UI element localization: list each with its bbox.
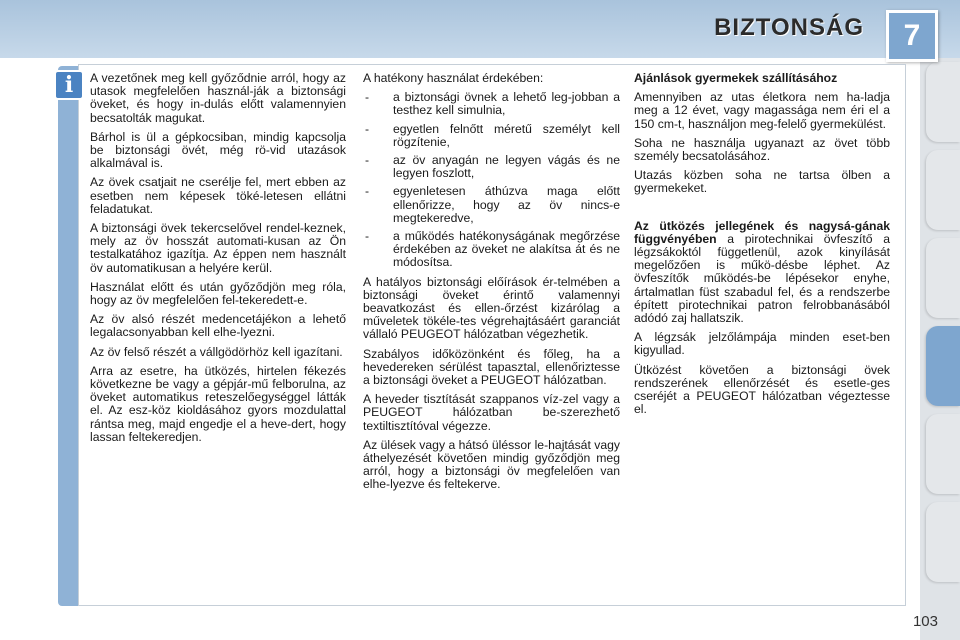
usage-list bbox=[363, 91, 620, 269]
list-item: - a biztonsági övnek a lehető leg-jobban a testhez kell simulnia, bbox=[363, 91, 620, 117]
page-number: 103 bbox=[912, 613, 938, 630]
paragraph: Az öv alsó részét medencetájékon a lehető legalacsonyabban kell elhe-lyezni. bbox=[90, 312, 346, 340]
paragraph: Bárhol is ül a gépkocsiban, mindig kapcsolja be biztonsági övét, még rö-vid utazások alkalmával is. bbox=[90, 129, 346, 171]
chapter-tab[interactable] bbox=[926, 238, 960, 318]
section-heading: Ajánlások gyermekek szállításához bbox=[634, 71, 838, 85]
info-icon: i bbox=[54, 70, 84, 100]
paragraph: Az övek csatjait ne cserélje fel, mert ebben az esetben nem képesek töké-letesen ellátni feladatukat. bbox=[90, 175, 346, 216]
info-strip bbox=[58, 66, 78, 606]
chapter-title: BIZTONSÁG bbox=[714, 14, 864, 41]
paragraph: A heveder tisztítását szappanos víz-zel vagy a PEUGEOT hálózatban be-szerezhető textiltisztítóval végezze. bbox=[363, 392, 620, 433]
paragraph: A hatályos biztonsági előírások ér-telmében a biztonsági öveket érintő valamennyi beavatkozást és ellen-őrzést kizárólag a műveletek tökéle-tes végrehajtásáért garanciát vállaló PEUGEOT hálózatban végezhetik. bbox=[363, 274, 620, 342]
list-item: - egyetlen felnőtt méretű személyt kell rögzítenie, bbox=[363, 123, 620, 149]
paragraph: A légzsák jelzőlámpája minden eset-ben kigyullad. bbox=[634, 330, 890, 358]
bold-lead: Az ütközés jellegének és nagysá-gának függvényében bbox=[634, 218, 890, 246]
paragraph: A biztonsági övek tekercselővel rendel-keznek, mely az öv hosszát automati-kusan az Ön testalkatához igazítja. Az éppen nem használt öv automatikusan a helyére kerül. bbox=[90, 221, 346, 275]
column-3 bbox=[634, 72, 890, 422]
chapter-number-badge: 7 bbox=[886, 10, 938, 62]
paragraph: Az öv felső részét a vállgödörhöz kell igazítani. bbox=[90, 344, 343, 359]
chapter-tab[interactable] bbox=[926, 414, 960, 494]
column-2 bbox=[363, 72, 620, 498]
pretensioner-paragraph bbox=[634, 220, 890, 326]
paragraph: Arra az esetre, ha ütközés, hirtelen fékezés következne be vagy a gépjár-mű felborulna, az öveket automatikus reteszelőegységgel látták el. Az esz-köz kioldásához gyors mozdulattal rántsa meg, majd engedje el a heve-dert, hogy lassan feltekeredjen. bbox=[90, 363, 346, 444]
paragraph: Amennyiben az utas életkora nem ha-ladja meg a 12 évet, vagy magassága nem éri el a 150 cm-t, használjon meg-felelő gyermekülést. bbox=[634, 90, 890, 131]
paragraph: A vezetőnek meg kell győződnie arról, hogy az utasok megfelelően használ-ják a biztonsági öveket, és hogy in-dulás előtt valamennyien becsatolták magukat. bbox=[90, 71, 346, 125]
list-item: - a működés hatékonyságának megőrzése érdekében az öveket ne alakítsa át és ne módosítsa. bbox=[363, 230, 620, 270]
chapter-tab[interactable] bbox=[926, 62, 960, 142]
column-1 bbox=[90, 72, 346, 450]
lead-rest: a pirotechnikai övfeszítő a légzsákoktól függetlenül, azok kinyílását megelőzően is műkö-désbe léphet. Az övfeszítők működés-be lépésekor enyhe, ártalmatlan füst szabadul fel, és a rendszerbe épített pirotechnikai patron felrobbanásából adódó zaj hallatszik. bbox=[634, 231, 890, 326]
paragraph: Szabályos időközönként és főleg, ha a hevedereken sérülést tapasztal, ellenőriztesse a biztonsági öveket a PEUGEOT hálózatban. bbox=[363, 346, 620, 388]
list-item: - az öv anyagán ne legyen vágás és ne legyen foszlott, bbox=[363, 154, 620, 180]
spacer bbox=[634, 202, 890, 220]
list-intro: A hatékony használat érdekében: bbox=[363, 71, 544, 85]
chapter-tab[interactable] bbox=[926, 150, 960, 230]
paragraph: Ütközést követően a biztonsági övek rendszerének ellenőrzését és esetle-ges cseréjét a PEUGEOT hálózatban végeztesse el. bbox=[634, 362, 890, 417]
paragraph: Soha ne használja ugyanazt az övet több személy becsatolásához. bbox=[634, 135, 890, 164]
list-item: - egyenletesen áthúzva maga előtt ellenőrizze, hogy az öv nincs-e megtekeredve, bbox=[363, 185, 620, 225]
paragraph: Utazás közben soha ne tartsa ölben a gyermekeket. bbox=[634, 168, 890, 196]
chapter-tab-active[interactable] bbox=[926, 326, 960, 406]
chapter-tab[interactable] bbox=[926, 502, 960, 582]
paragraph: Az ülések vagy a hátsó üléssor le-hajtását vagy áthelyezését követően mindig győződjön meg arról, hogy a biztonsági öv megfelelően van elhe-lyezve és feltekerve. bbox=[363, 437, 620, 492]
paragraph: Használat előtt és után győződjön meg róla, hogy az öv megfelelően fel-tekeredett-e. bbox=[90, 279, 346, 308]
